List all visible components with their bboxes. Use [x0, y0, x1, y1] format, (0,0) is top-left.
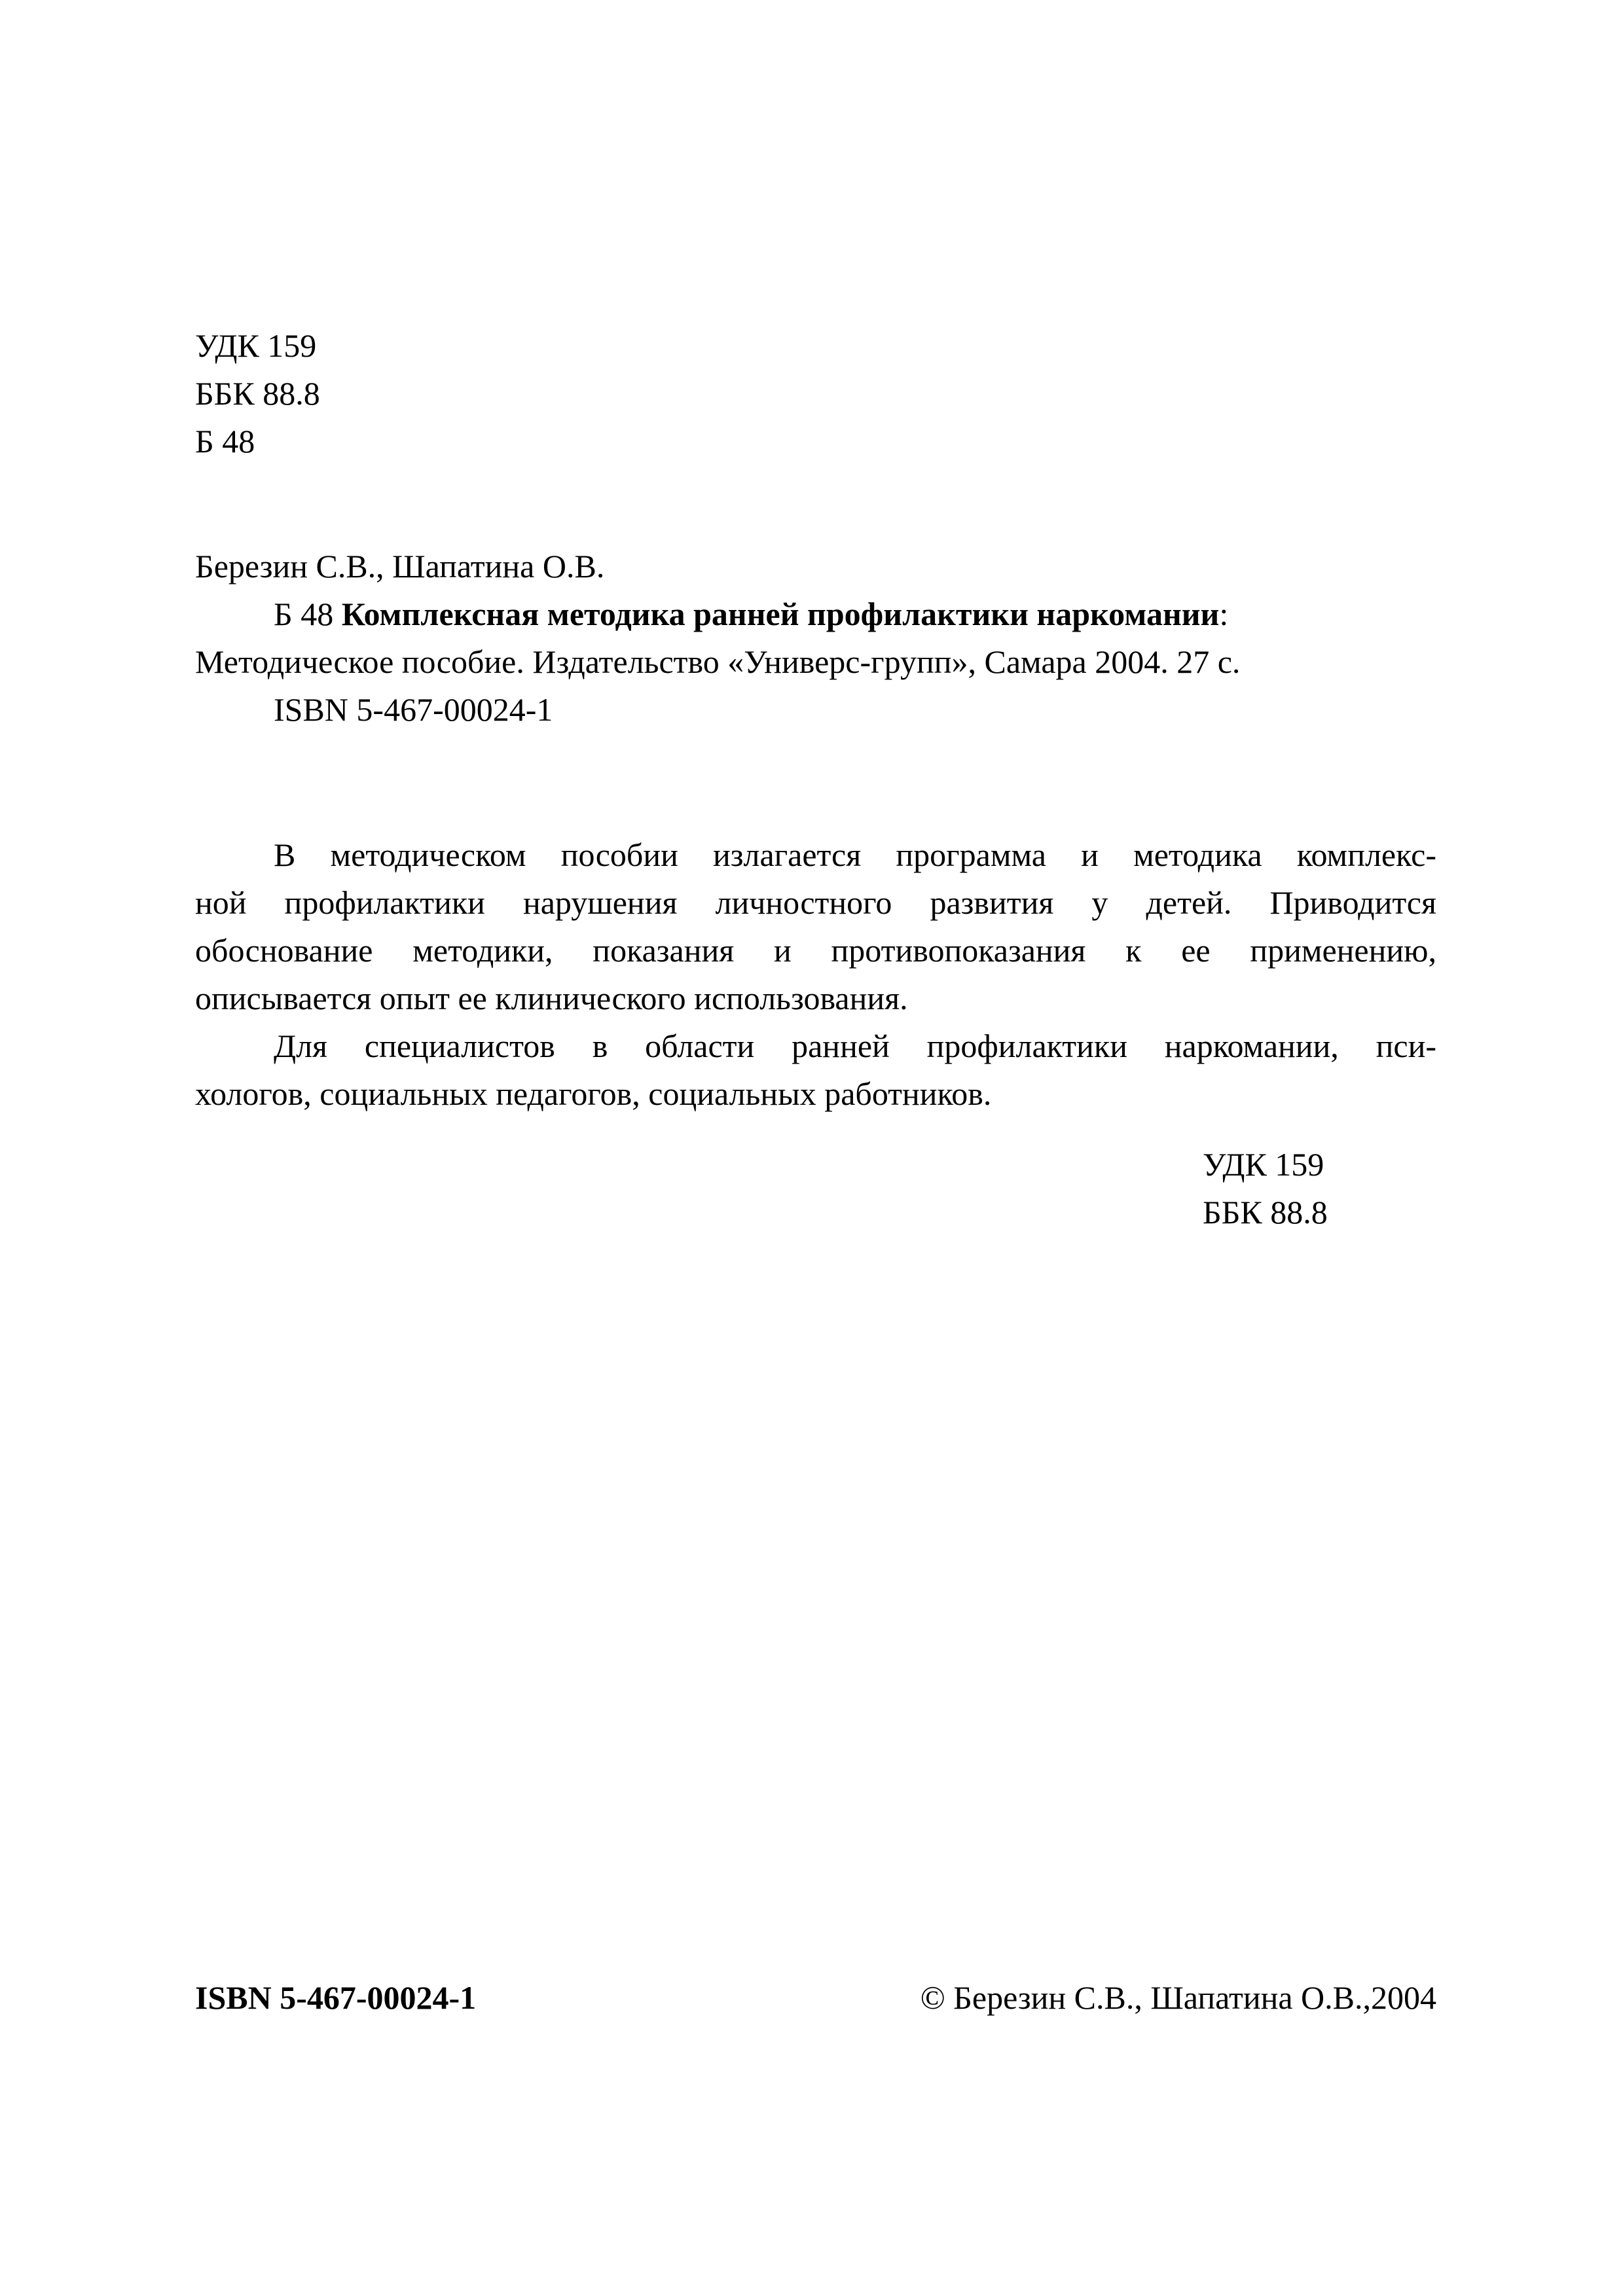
annotation-line: ной профилактики нарушения личностного развития у детей. Приводится: [195, 884, 1436, 921]
bbk-index: ББК 88.8: [195, 375, 320, 412]
catalog-indices-bottom: [1203, 1141, 1328, 1236]
annotation-line: Для специалистов в области ранней профилактики наркомании, пси-: [274, 1028, 1436, 1064]
title-author-mark: Б 48: [274, 596, 334, 632]
title-colon: :: [1219, 596, 1229, 632]
publication-info: Методическое пособие. Издательство «Универс-групп», Самара 2004. 27 с.: [195, 643, 1241, 680]
book-title: Комплексная методика ранней профилактики наркомании: [341, 596, 1220, 632]
copyright-notice: © Березин С.В., Шапатина О.В.,2004: [920, 1979, 1436, 2016]
authors: Березин С.В., Шапатина О.В.: [195, 548, 605, 584]
annotation-line: хологов, социальных педагогов, социальных работников.: [195, 1075, 992, 1112]
bbk-index: ББК 88.8: [1203, 1194, 1328, 1230]
footer-isbn: ISBN 5-467-00024-1: [195, 1979, 477, 2016]
annotation-line: описывается опыт ее клинического использования.: [195, 980, 908, 1016]
annotation-line: В методическом пособии излагается программа и методика комплекс-: [274, 836, 1436, 873]
title-line: [195, 590, 1436, 638]
catalog-indices-top: [195, 322, 1436, 465]
author-mark: Б 48: [195, 423, 255, 459]
bib-isbn: ISBN 5-467-00024-1: [274, 691, 553, 728]
udk-index: УДК 159: [195, 327, 317, 364]
bibliographic-entry: [195, 543, 1436, 734]
annotation-line: обоснование методики, показания и противопоказания к ее применению,: [195, 932, 1436, 969]
udk-index: УДК 159: [1203, 1146, 1324, 1183]
annotation: [195, 831, 1436, 1118]
